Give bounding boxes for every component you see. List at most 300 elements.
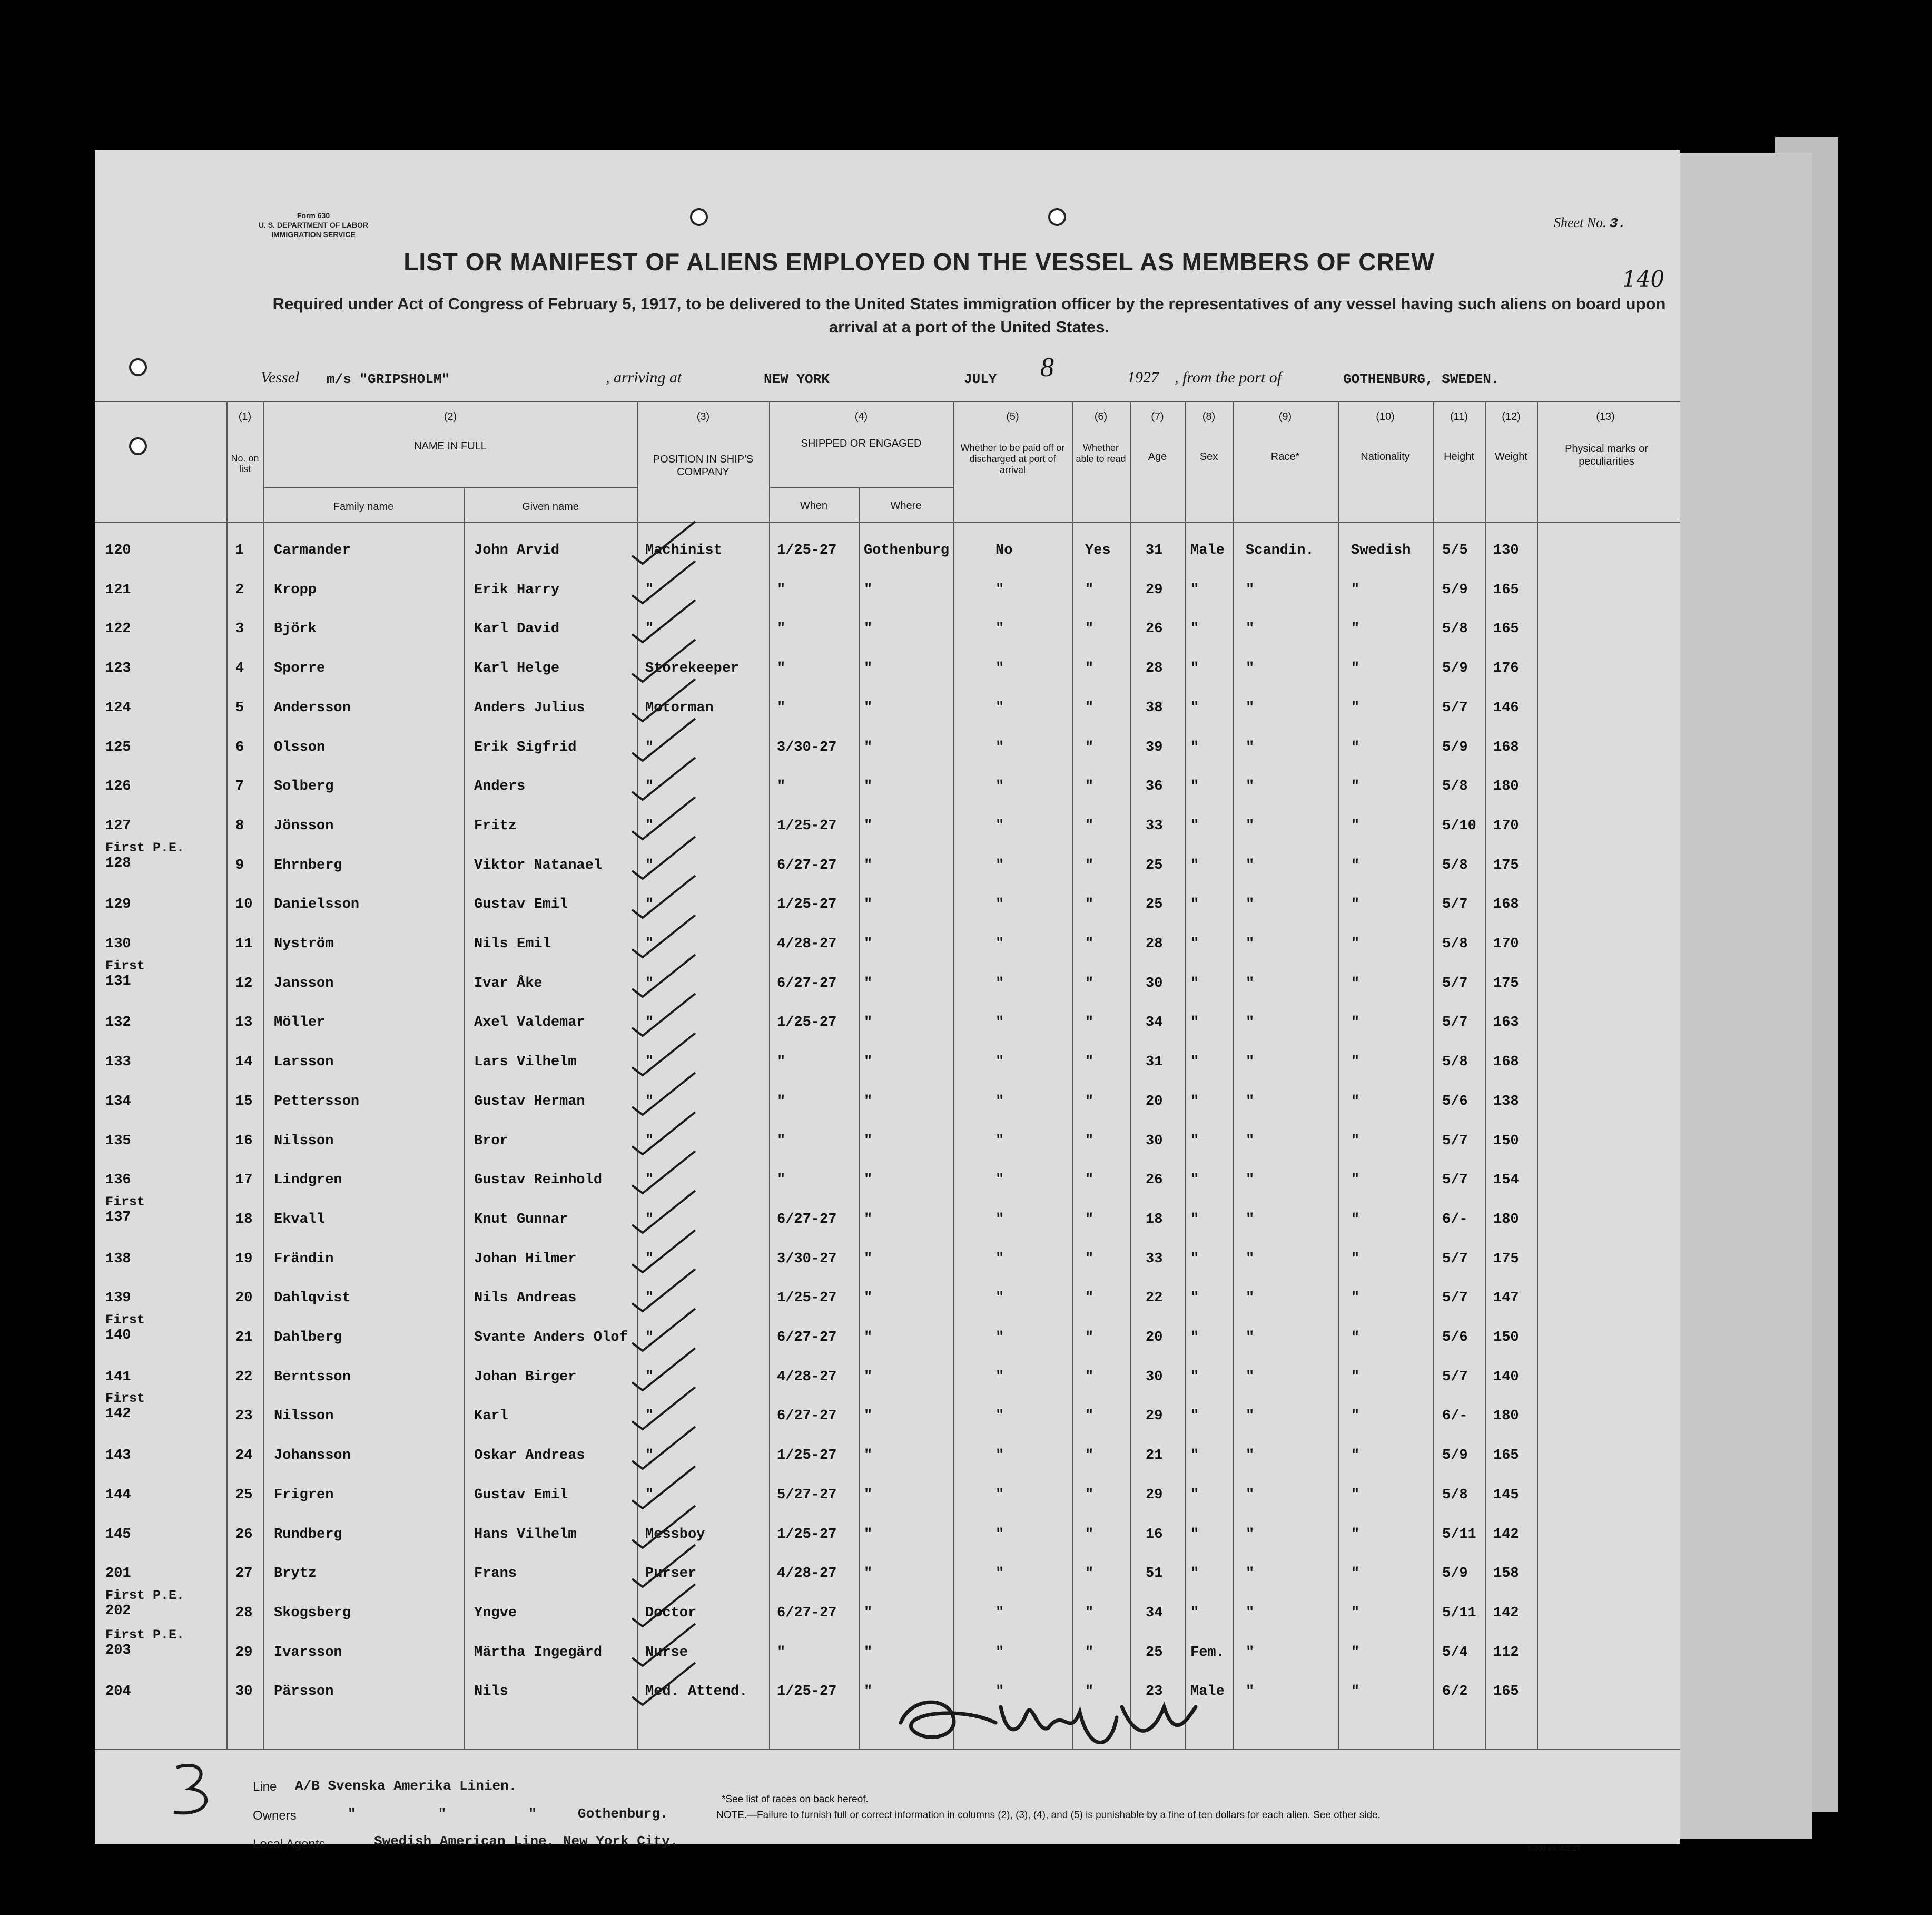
- age: 30: [1146, 1369, 1163, 1385]
- weight: 170: [1493, 818, 1519, 834]
- row-ref: 133: [105, 1054, 131, 1071]
- family-name: Brytz: [274, 1566, 317, 1582]
- race: ": [1246, 936, 1255, 952]
- table-row: [0, 1448, 1932, 1487]
- height: 5/9: [1442, 1566, 1468, 1582]
- position: Doctor: [645, 1605, 697, 1621]
- paid-off: ": [995, 1211, 1004, 1227]
- shipped-where: ": [864, 779, 873, 795]
- shipped-when: ": [777, 1093, 786, 1109]
- weight: 147: [1493, 1290, 1519, 1307]
- height: 5/7: [1442, 1015, 1468, 1031]
- race: ": [1246, 700, 1255, 716]
- paid-off: ": [995, 1644, 1004, 1661]
- col2-number: (2): [443, 411, 457, 423]
- given-name-header: Given name: [522, 501, 579, 513]
- race: ": [1246, 1172, 1255, 1189]
- position: Messboy: [645, 1526, 705, 1543]
- age: 26: [1146, 621, 1163, 637]
- height: 5/8: [1442, 857, 1468, 873]
- given-name: Nils: [474, 1684, 508, 1700]
- weight: 168: [1493, 1054, 1519, 1071]
- height: 5/7: [1442, 1369, 1468, 1385]
- height: 5/11: [1442, 1605, 1476, 1621]
- row-ref: 129: [105, 897, 131, 913]
- row-number: 8: [235, 818, 244, 834]
- weight: 165: [1493, 1448, 1519, 1464]
- family-name: Olsson: [274, 739, 326, 755]
- family-name: Nilsson: [274, 1408, 334, 1425]
- position: ": [645, 621, 654, 637]
- col10-header: Nationality: [1361, 451, 1410, 463]
- family-name: Danielsson: [274, 897, 360, 913]
- shipped-where: ": [864, 1015, 873, 1031]
- weight: 142: [1493, 1605, 1519, 1621]
- shipped-when: 1/25-27: [777, 1684, 837, 1700]
- from-label: , from the port of: [1175, 369, 1282, 386]
- nationality: ": [1351, 1644, 1360, 1661]
- race: ": [1246, 1487, 1255, 1503]
- family-name: Pärsson: [274, 1684, 334, 1700]
- department: U. S. DEPARTMENT OF LABOR: [258, 221, 369, 229]
- table-row: [0, 897, 1932, 936]
- age: 28: [1146, 936, 1163, 952]
- race: ": [1246, 1448, 1255, 1464]
- nationality: ": [1351, 1487, 1360, 1503]
- age: 26: [1146, 1172, 1163, 1189]
- given-name: Knut Gunnar: [474, 1211, 568, 1227]
- row-number: 1: [235, 543, 244, 558]
- family-name: Jansson: [274, 975, 334, 991]
- able-to-read: ": [1085, 739, 1094, 755]
- race: ": [1246, 1211, 1255, 1227]
- paid-off: ": [995, 1015, 1004, 1031]
- shipped-when: ": [777, 661, 786, 677]
- position: ": [645, 1133, 654, 1149]
- form-number: Form 630: [297, 211, 330, 220]
- table-row: [0, 740, 1932, 779]
- race: ": [1246, 1290, 1255, 1307]
- nationality: ": [1351, 739, 1360, 755]
- able-to-read: Yes: [1085, 543, 1111, 558]
- weight: 180: [1493, 1408, 1519, 1425]
- weight: 158: [1493, 1566, 1519, 1582]
- table-row: [0, 661, 1932, 700]
- height: 5/5: [1442, 543, 1468, 558]
- position: ": [645, 1408, 654, 1425]
- position: ": [645, 1211, 654, 1227]
- height: 6/-: [1442, 1211, 1468, 1227]
- weight: 145: [1493, 1487, 1519, 1503]
- row-ref-note: First P.E.: [105, 1627, 185, 1643]
- row-ref: 145: [105, 1526, 131, 1543]
- given-name: Karl Helge: [474, 661, 560, 677]
- given-name: Oskar Andreas: [474, 1448, 585, 1464]
- paid-off: ": [995, 897, 1004, 913]
- row-number: 26: [235, 1526, 253, 1543]
- vessel-label: Vessel: [261, 369, 300, 386]
- height: 5/8: [1442, 621, 1468, 637]
- given-name: Karl: [474, 1408, 508, 1425]
- shipped-when: ": [777, 779, 786, 795]
- family-name: Dahlberg: [274, 1330, 342, 1346]
- paid-off: ": [995, 1526, 1004, 1543]
- age: 34: [1146, 1605, 1163, 1621]
- shipped-where: ": [864, 1408, 873, 1425]
- weight: 180: [1493, 1211, 1519, 1227]
- arrival-port: NEW YORK: [764, 371, 830, 387]
- family-name: Berntsson: [274, 1369, 351, 1385]
- race: ": [1246, 1015, 1255, 1031]
- shipped-where: ": [864, 857, 873, 873]
- paid-off: ": [995, 936, 1004, 952]
- shipped-where: ": [864, 897, 873, 913]
- age: 29: [1146, 1408, 1163, 1425]
- paid-off: ": [995, 1172, 1004, 1189]
- sex: ": [1190, 1054, 1199, 1071]
- vessel-name: m/s "GRIPSHOLM": [327, 371, 450, 387]
- given-name: Frans: [474, 1566, 517, 1582]
- position: ": [645, 897, 654, 913]
- paid-off: ": [995, 1330, 1004, 1346]
- able-to-read: ": [1085, 1015, 1094, 1031]
- able-to-read: ": [1085, 1330, 1094, 1346]
- age: 16: [1146, 1526, 1163, 1543]
- weight: 130: [1493, 543, 1519, 558]
- family-name: Larsson: [274, 1054, 334, 1071]
- paid-off: ": [995, 1605, 1004, 1621]
- shipped-where: ": [864, 621, 873, 637]
- race: ": [1246, 621, 1255, 637]
- weight: 165: [1493, 1684, 1519, 1700]
- sex: ": [1190, 1133, 1199, 1149]
- position: Machinist: [645, 543, 722, 558]
- shipped-when: 6/27-27: [777, 975, 837, 991]
- race: ": [1246, 1684, 1255, 1700]
- height: 6/-: [1442, 1408, 1468, 1425]
- race: ": [1246, 1133, 1255, 1149]
- given-name: Gustav Reinhold: [474, 1172, 603, 1189]
- age: 31: [1146, 543, 1163, 558]
- table-row: [0, 1290, 1932, 1329]
- shipped-when: 4/28-27: [777, 1566, 837, 1582]
- sheet-value: 3.: [1610, 215, 1627, 231]
- paid-off: ": [995, 1408, 1004, 1425]
- race: ": [1246, 779, 1255, 795]
- col5-header: Whether to be paid off or discharged at port of arrival: [960, 443, 1065, 475]
- shipped-where: ": [864, 1644, 873, 1661]
- height: 5/6: [1442, 1093, 1468, 1109]
- race: ": [1246, 1369, 1255, 1385]
- sex: ": [1190, 975, 1199, 991]
- shipped-where: ": [864, 1172, 873, 1189]
- sex: ": [1190, 700, 1199, 716]
- col4-number: (4): [854, 411, 868, 423]
- sex: ": [1190, 779, 1199, 795]
- nationality: ": [1351, 1290, 1360, 1307]
- given-name: Nils Emil: [474, 936, 551, 952]
- row-ref: 132: [105, 1015, 131, 1031]
- table-row: [0, 1133, 1932, 1172]
- row-ref: 136: [105, 1172, 131, 1189]
- race: Scandin.: [1246, 543, 1314, 558]
- table-row: [0, 1312, 1932, 1369]
- given-name: Johan Birger: [474, 1369, 577, 1385]
- given-name: Hans Vilhelm: [474, 1526, 577, 1543]
- table-row: [0, 1391, 1932, 1447]
- col8-header: Sex: [1199, 451, 1218, 463]
- height: 5/7: [1442, 1133, 1468, 1149]
- given-name: Gustav Herman: [474, 1093, 585, 1109]
- shipped-when: 6/27-27: [777, 1211, 837, 1227]
- shipped-where: ": [864, 739, 873, 755]
- paid-off: ": [995, 739, 1004, 755]
- table-row: [0, 1015, 1932, 1054]
- given-name: Axel Valdemar: [474, 1015, 585, 1031]
- race: ": [1246, 1093, 1255, 1109]
- row-number: 15: [235, 1093, 253, 1109]
- arrival-month: JULY: [964, 371, 997, 387]
- nationality: ": [1351, 1172, 1360, 1189]
- page-number: 140: [1622, 266, 1665, 292]
- age: 33: [1146, 818, 1163, 834]
- row-number: 14: [235, 1054, 253, 1071]
- nationality: ": [1351, 936, 1360, 952]
- sex: ": [1190, 936, 1199, 952]
- age: 51: [1146, 1566, 1163, 1582]
- height: 5/7: [1442, 975, 1468, 991]
- table-row: [0, 700, 1932, 739]
- given-name: Svante Anders Olof: [474, 1330, 628, 1346]
- height: 5/4: [1442, 1644, 1468, 1661]
- given-name: Johan Hilmer: [474, 1251, 577, 1267]
- col8-number: (8): [1202, 411, 1216, 423]
- weight: 175: [1493, 1251, 1519, 1267]
- col13-number: (13): [1596, 411, 1615, 423]
- able-to-read: ": [1085, 1369, 1094, 1385]
- row-ref: 140: [105, 1328, 131, 1343]
- family-name: Nilsson: [274, 1133, 334, 1149]
- row-number: 18: [235, 1211, 253, 1227]
- height: 5/11: [1442, 1526, 1476, 1543]
- race: ": [1246, 1605, 1255, 1621]
- family-name: Dahlqvist: [274, 1290, 351, 1307]
- row-number: 13: [235, 1015, 253, 1031]
- weight: 154: [1493, 1172, 1519, 1189]
- nationality: ": [1351, 1448, 1360, 1464]
- shipped-when: ": [777, 1054, 786, 1071]
- shipped-where: ": [864, 1330, 873, 1346]
- race: ": [1246, 818, 1255, 834]
- from-port: GOTHENBURG, SWEDEN.: [1343, 371, 1500, 387]
- table-row: [0, 1251, 1932, 1290]
- row-ref-note: First: [105, 1391, 145, 1407]
- shipped-where: ": [864, 1211, 873, 1227]
- paid-off: ": [995, 857, 1004, 873]
- print-run: 5,000 ex. 4/2 27.: [1527, 1844, 1583, 1852]
- sex: ": [1190, 1330, 1199, 1346]
- nationality: ": [1351, 1133, 1360, 1149]
- given-name: Erik Harry: [474, 582, 560, 598]
- able-to-read: ": [1085, 582, 1094, 598]
- family-name: Jönsson: [274, 818, 334, 834]
- family-name: Johansson: [274, 1448, 351, 1464]
- position: Nurse: [645, 1644, 688, 1661]
- family-name: Solberg: [274, 779, 334, 795]
- sex: ": [1190, 1408, 1199, 1425]
- given-name: Fritz: [474, 818, 517, 834]
- position: ": [645, 1251, 654, 1267]
- table-row: [0, 936, 1932, 975]
- col4-header: SHIPPED OR ENGAGED: [801, 438, 922, 449]
- row-number: 24: [235, 1448, 253, 1464]
- row-number: 6: [235, 739, 244, 755]
- shipped-where: ": [864, 1054, 873, 1071]
- age: 28: [1146, 661, 1163, 677]
- table-row: [0, 1369, 1932, 1408]
- given-name: Anders Julius: [474, 700, 585, 716]
- col7-header: Age: [1148, 451, 1167, 463]
- shipped-when: 3/30-27: [777, 739, 837, 755]
- height: 5/9: [1442, 661, 1468, 677]
- row-ref: 125: [105, 739, 131, 755]
- position: ": [645, 818, 654, 834]
- sex: ": [1190, 661, 1199, 677]
- sex: ": [1190, 1605, 1199, 1621]
- paid-off: ": [995, 1684, 1004, 1700]
- shipped-when: 4/28-27: [777, 1369, 837, 1385]
- position: ": [645, 1487, 654, 1503]
- height: 5/8: [1442, 936, 1468, 952]
- row-number: 28: [235, 1605, 253, 1621]
- line-label: Line: [253, 1780, 277, 1794]
- given-name: Bror: [474, 1133, 508, 1149]
- family-name: Kropp: [274, 582, 317, 598]
- paid-off: No: [995, 543, 1013, 558]
- position: ": [645, 1093, 654, 1109]
- shipped-when: 1/25-27: [777, 1290, 837, 1307]
- shipped-where: ": [864, 1605, 873, 1621]
- shipped-when: 6/27-27: [777, 1330, 837, 1346]
- col13-header: Physical marks or peculiarities: [1565, 443, 1648, 467]
- position: Purser: [645, 1566, 697, 1582]
- height: 5/9: [1442, 739, 1468, 755]
- race: ": [1246, 1251, 1255, 1267]
- paid-off: ": [995, 1448, 1004, 1464]
- family-name: Frändin: [274, 1251, 334, 1267]
- officer-signature: [890, 1675, 1206, 1754]
- col5-number: (5): [1006, 411, 1019, 423]
- sheet-number: [1554, 215, 1626, 231]
- service: IMMIGRATION SERVICE: [271, 230, 356, 239]
- nationality: Swedish: [1351, 543, 1411, 558]
- position: ": [645, 1330, 654, 1346]
- height: 5/7: [1442, 897, 1468, 913]
- paid-off: ": [995, 1133, 1004, 1149]
- shipped-when: 1/25-27: [777, 543, 837, 558]
- row-number: 27: [235, 1566, 253, 1582]
- col6-number: (6): [1094, 411, 1108, 423]
- nationality: ": [1351, 1566, 1360, 1582]
- page-title: LIST OR MANIFEST OF ALIENS EMPLOYED ON THE VESSEL AS MEMBERS OF CREW: [403, 248, 1435, 276]
- punch-hole: [690, 208, 708, 226]
- row-number: 10: [235, 897, 253, 913]
- punch-hole: [129, 437, 147, 455]
- table-row: [0, 1487, 1932, 1526]
- weight: 165: [1493, 621, 1519, 637]
- nationality: ": [1351, 1526, 1360, 1543]
- row-ref-note: First P.E.: [105, 840, 185, 856]
- weight: 168: [1493, 897, 1519, 913]
- row-number: 11: [235, 936, 253, 952]
- row-ref: 142: [105, 1406, 131, 1422]
- age: 23: [1146, 1684, 1163, 1700]
- sex: Fem.: [1190, 1644, 1225, 1661]
- paid-off: ": [995, 1290, 1004, 1307]
- height: 5/8: [1442, 779, 1468, 795]
- race: ": [1246, 1408, 1255, 1425]
- margin-number-mark: [158, 1760, 232, 1823]
- nationality: ": [1351, 1093, 1360, 1109]
- paid-off: ": [995, 975, 1004, 991]
- position: ": [645, 779, 654, 795]
- family-name: Sporre: [274, 661, 326, 677]
- table-row: [0, 1527, 1932, 1566]
- nationality: ": [1351, 1369, 1360, 1385]
- weight: 150: [1493, 1133, 1519, 1149]
- race: ": [1246, 1566, 1255, 1582]
- col12-number: (12): [1502, 411, 1521, 423]
- shipped-when: 6/27-27: [777, 1605, 837, 1621]
- col1-header: No. on list: [231, 453, 259, 474]
- row-number: 12: [235, 975, 253, 991]
- nationality: ": [1351, 1684, 1360, 1700]
- race: ": [1246, 1644, 1255, 1661]
- position: ": [645, 975, 654, 991]
- able-to-read: ": [1085, 700, 1094, 716]
- race: ": [1246, 1526, 1255, 1543]
- agents-label: Local Agents: [253, 1837, 326, 1851]
- shipped-where: ": [864, 1566, 873, 1582]
- family-name: Carmander: [274, 543, 351, 558]
- paid-off: ": [995, 1093, 1004, 1109]
- age: 18: [1146, 1211, 1163, 1227]
- table-row: [0, 1194, 1932, 1251]
- sex: ": [1190, 1211, 1199, 1227]
- position: Motorman: [645, 700, 714, 716]
- sex: ": [1190, 1369, 1199, 1385]
- family-name: Nyström: [274, 936, 334, 952]
- age: 31: [1146, 1054, 1163, 1071]
- table-row: [0, 543, 1932, 582]
- given-name: Gustav Emil: [474, 1487, 568, 1503]
- nationality: ": [1351, 779, 1360, 795]
- able-to-read: ": [1085, 1566, 1094, 1582]
- shipped-where: ": [864, 1093, 873, 1109]
- weight: 175: [1493, 857, 1519, 873]
- given-name: Anders: [474, 779, 526, 795]
- paid-off: ": [995, 779, 1004, 795]
- height: 5/6: [1442, 1330, 1468, 1346]
- row-ref: 141: [105, 1369, 131, 1385]
- position: ": [645, 1448, 654, 1464]
- arrival-year: 1927: [1127, 369, 1159, 386]
- row-number: 30: [235, 1684, 253, 1700]
- position: ": [645, 1015, 654, 1031]
- position: ": [645, 582, 654, 598]
- sex: ": [1190, 897, 1199, 913]
- shipped-when: 4/28-27: [777, 936, 837, 952]
